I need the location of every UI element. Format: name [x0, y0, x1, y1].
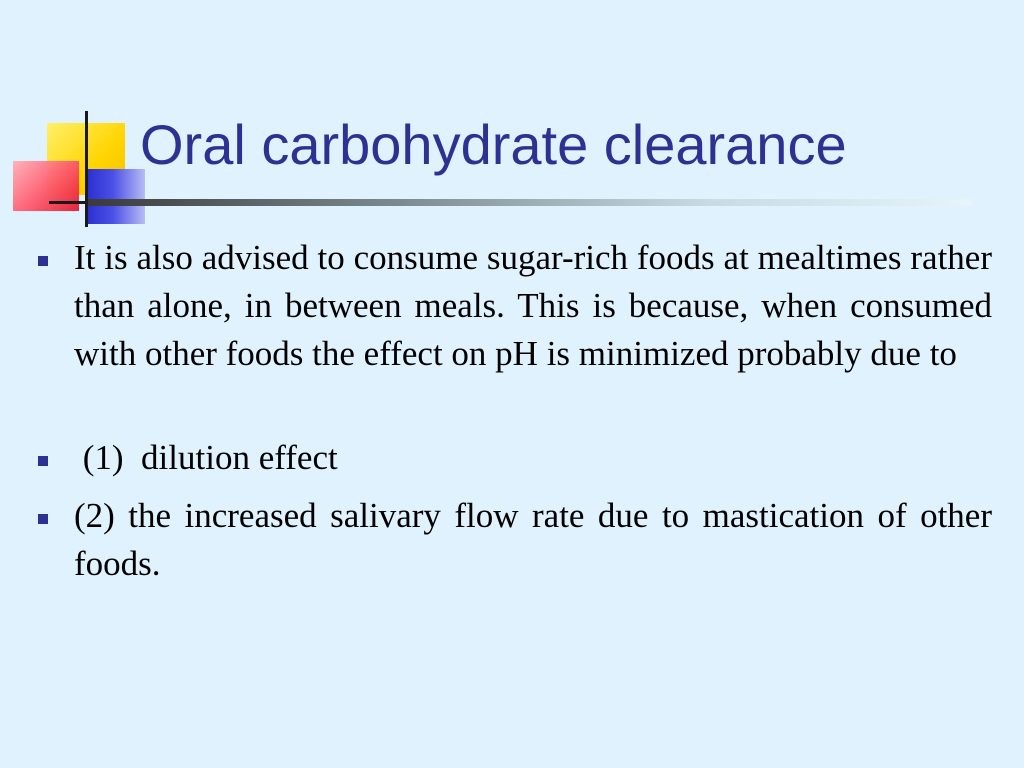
- logo-blue-square: [87, 169, 145, 224]
- bullet-text: It is also advised to consume sugar-rich foods at mealtimes rather than alone, in between meals. This is because, when consumed with other foods the effect on pH is minimized probably due to: [74, 238, 992, 373]
- slide-title: Oral carbohydrate clearance: [140, 113, 847, 176]
- bullet-text: (2) the increased salivary flow rate due to mastication of other foods.: [74, 496, 992, 583]
- bullet-square-icon: [38, 256, 48, 266]
- title-underline: [88, 199, 972, 206]
- bullet-text: (1) dilution effect: [74, 438, 338, 477]
- bullet-square-icon: [38, 514, 48, 524]
- logo-vertical-line: [85, 111, 88, 227]
- bullet-square-icon: [38, 456, 48, 466]
